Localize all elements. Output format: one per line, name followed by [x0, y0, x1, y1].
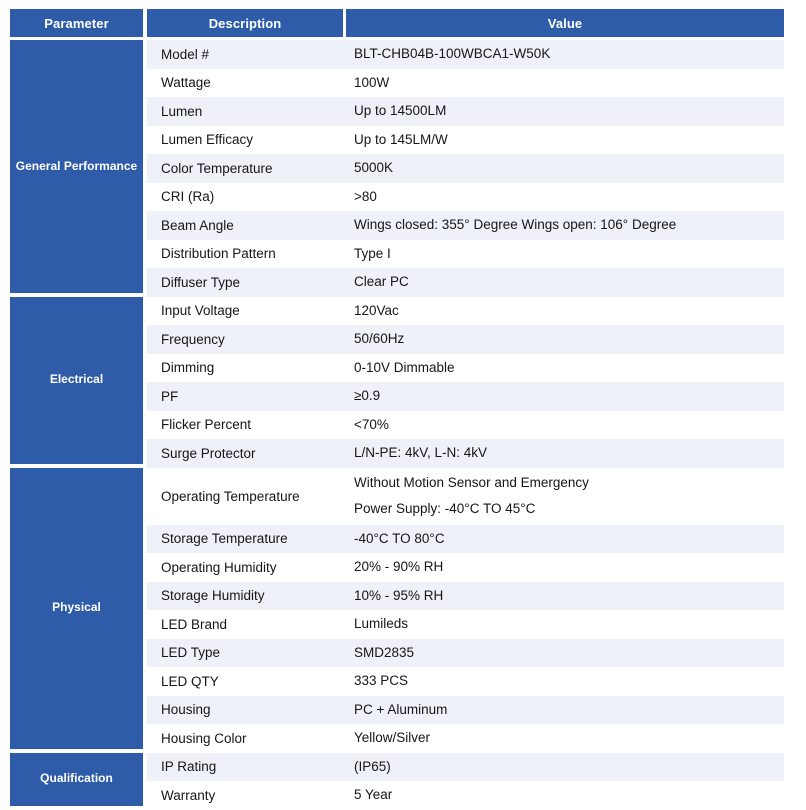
cell-description: LED Type — [161, 645, 221, 661]
group-label-electrical: Electrical — [10, 297, 143, 464]
cell-value — [346, 468, 784, 525]
cell-description: Distribution Pattern — [161, 246, 276, 262]
column-header-parameter: Parameter — [10, 9, 143, 37]
cell-description: Storage Temperature — [161, 531, 288, 547]
cell-value-line: 50/60Hz — [354, 331, 405, 347]
cell-value — [346, 781, 784, 810]
cell-value — [346, 525, 784, 554]
table-row — [147, 382, 784, 411]
cell-description: Lumen Efficacy — [161, 132, 254, 148]
cell-value-line: 20% - 90% RH — [354, 559, 444, 575]
cell-description: Diffuser Type — [161, 274, 241, 290]
table-row — [147, 411, 784, 440]
group-label-qualification: Qualification — [10, 753, 143, 806]
cell-value — [346, 610, 784, 639]
cell-description: CRI (Ra) — [161, 189, 215, 205]
cell-description: Housing Color — [161, 730, 247, 746]
cell-value-line: (IP65) — [354, 758, 391, 774]
cell-description: Operating Temperature — [161, 488, 300, 504]
cell-value-line: -40°C TO 80°C — [354, 530, 445, 546]
cell-description: Beam Angle — [161, 217, 234, 233]
cell-value — [346, 696, 784, 725]
cell-description: Operating Humidity — [161, 559, 277, 575]
cell-value — [346, 297, 784, 326]
table-row — [147, 268, 784, 297]
cell-value-line: Without Motion Sensor and Emergency — [354, 475, 589, 491]
column-header-value: Value — [346, 9, 784, 37]
column-header-description: Description — [147, 9, 343, 37]
cell-value — [346, 724, 784, 753]
cell-description: Frequency — [161, 331, 225, 347]
cell-description: LED Brand — [161, 616, 228, 632]
cell-value — [346, 553, 784, 582]
cell-value — [346, 354, 784, 383]
cell-value — [346, 240, 784, 269]
table-row — [147, 297, 784, 326]
cell-value-line: 120Vac — [354, 302, 399, 318]
table-row — [147, 667, 784, 696]
cell-value — [346, 154, 784, 183]
cell-description: Lumen — [161, 103, 203, 119]
table-row — [147, 439, 784, 468]
cell-value-line: <70% — [354, 416, 389, 432]
table-row — [147, 610, 784, 639]
table-row — [147, 781, 784, 810]
cell-value-line: Up to 145LM/W — [354, 131, 448, 147]
table-row — [147, 468, 784, 525]
table-row — [147, 126, 784, 155]
table-row — [147, 553, 784, 582]
cell-value-line: ≥0.9 — [354, 388, 381, 404]
cell-description: Warranty — [161, 787, 216, 803]
cell-value-line: 0-10V Dimmable — [354, 359, 455, 375]
cell-value — [346, 268, 784, 297]
cell-value — [346, 411, 784, 440]
cell-description: Model # — [161, 46, 210, 62]
cell-value-line: 5 Year — [354, 787, 393, 803]
cell-description: IP Rating — [161, 759, 217, 775]
cell-value — [346, 753, 784, 782]
table-row — [147, 211, 784, 240]
table-row — [147, 354, 784, 383]
cell-value-line: 5000K — [354, 160, 394, 176]
table-row — [147, 724, 784, 753]
cell-description: Surge Protector — [161, 445, 256, 461]
cell-value — [346, 183, 784, 212]
group-label-physical: Physical — [10, 468, 143, 749]
cell-value-line: PC + Aluminum — [354, 701, 448, 717]
group-label-general-performance: General Performance — [10, 40, 143, 293]
cell-value — [346, 97, 784, 126]
table-row — [147, 40, 784, 69]
cell-value — [346, 667, 784, 696]
cell-value — [346, 325, 784, 354]
cell-value-line: Clear PC — [354, 274, 409, 290]
cell-value — [346, 40, 784, 69]
cell-value-line: Lumileds — [354, 616, 409, 632]
table-row — [147, 525, 784, 554]
cell-description: Wattage — [161, 75, 211, 91]
cell-value-line: Wings closed: 355° Degree Wings open: 106° Degree — [354, 217, 677, 233]
table-header-row — [10, 9, 784, 37]
table-row — [147, 97, 784, 126]
cell-description: PF — [161, 388, 179, 404]
cell-value-line: SMD2835 — [354, 644, 415, 660]
table-row — [147, 183, 784, 212]
cell-value-line: 10% - 95% RH — [354, 587, 444, 603]
cell-value — [346, 382, 784, 411]
table-row — [147, 325, 784, 354]
cell-value — [346, 582, 784, 611]
cell-value-line: L/N-PE: 4kV, L-N: 4kV — [354, 445, 488, 461]
cell-description: Housing — [161, 702, 211, 718]
table-row — [147, 240, 784, 269]
cell-value — [346, 211, 784, 240]
cell-description: LED QTY — [161, 673, 219, 689]
cell-value — [346, 69, 784, 98]
cell-value — [346, 639, 784, 668]
cell-description: Dimming — [161, 360, 215, 376]
cell-value-line: Up to 14500LM — [354, 103, 447, 119]
cell-value-line: Power Supply: -40°C TO 45°C — [354, 501, 536, 516]
cell-value-line: Type I — [354, 245, 391, 261]
table-row — [147, 639, 784, 668]
cell-value-line: 333 PCS — [354, 673, 409, 689]
cell-value-line: Yellow/Silver — [354, 730, 431, 746]
cell-value-line: 100W — [354, 74, 390, 90]
cell-value-line: BLT-CHB04B-100WBCA1-W50K — [354, 46, 551, 62]
table-row — [147, 69, 784, 98]
table-row — [147, 154, 784, 183]
cell-description: Storage Humidity — [161, 588, 265, 604]
cell-description: Input Voltage — [161, 303, 240, 319]
cell-value — [346, 126, 784, 155]
cell-value-line: >80 — [354, 188, 377, 204]
table-row — [147, 696, 784, 725]
table-row — [147, 753, 784, 782]
table-row — [147, 582, 784, 611]
cell-value — [346, 439, 784, 468]
cell-description: Flicker Percent — [161, 417, 252, 433]
cell-description: Color Temperature — [161, 160, 273, 176]
